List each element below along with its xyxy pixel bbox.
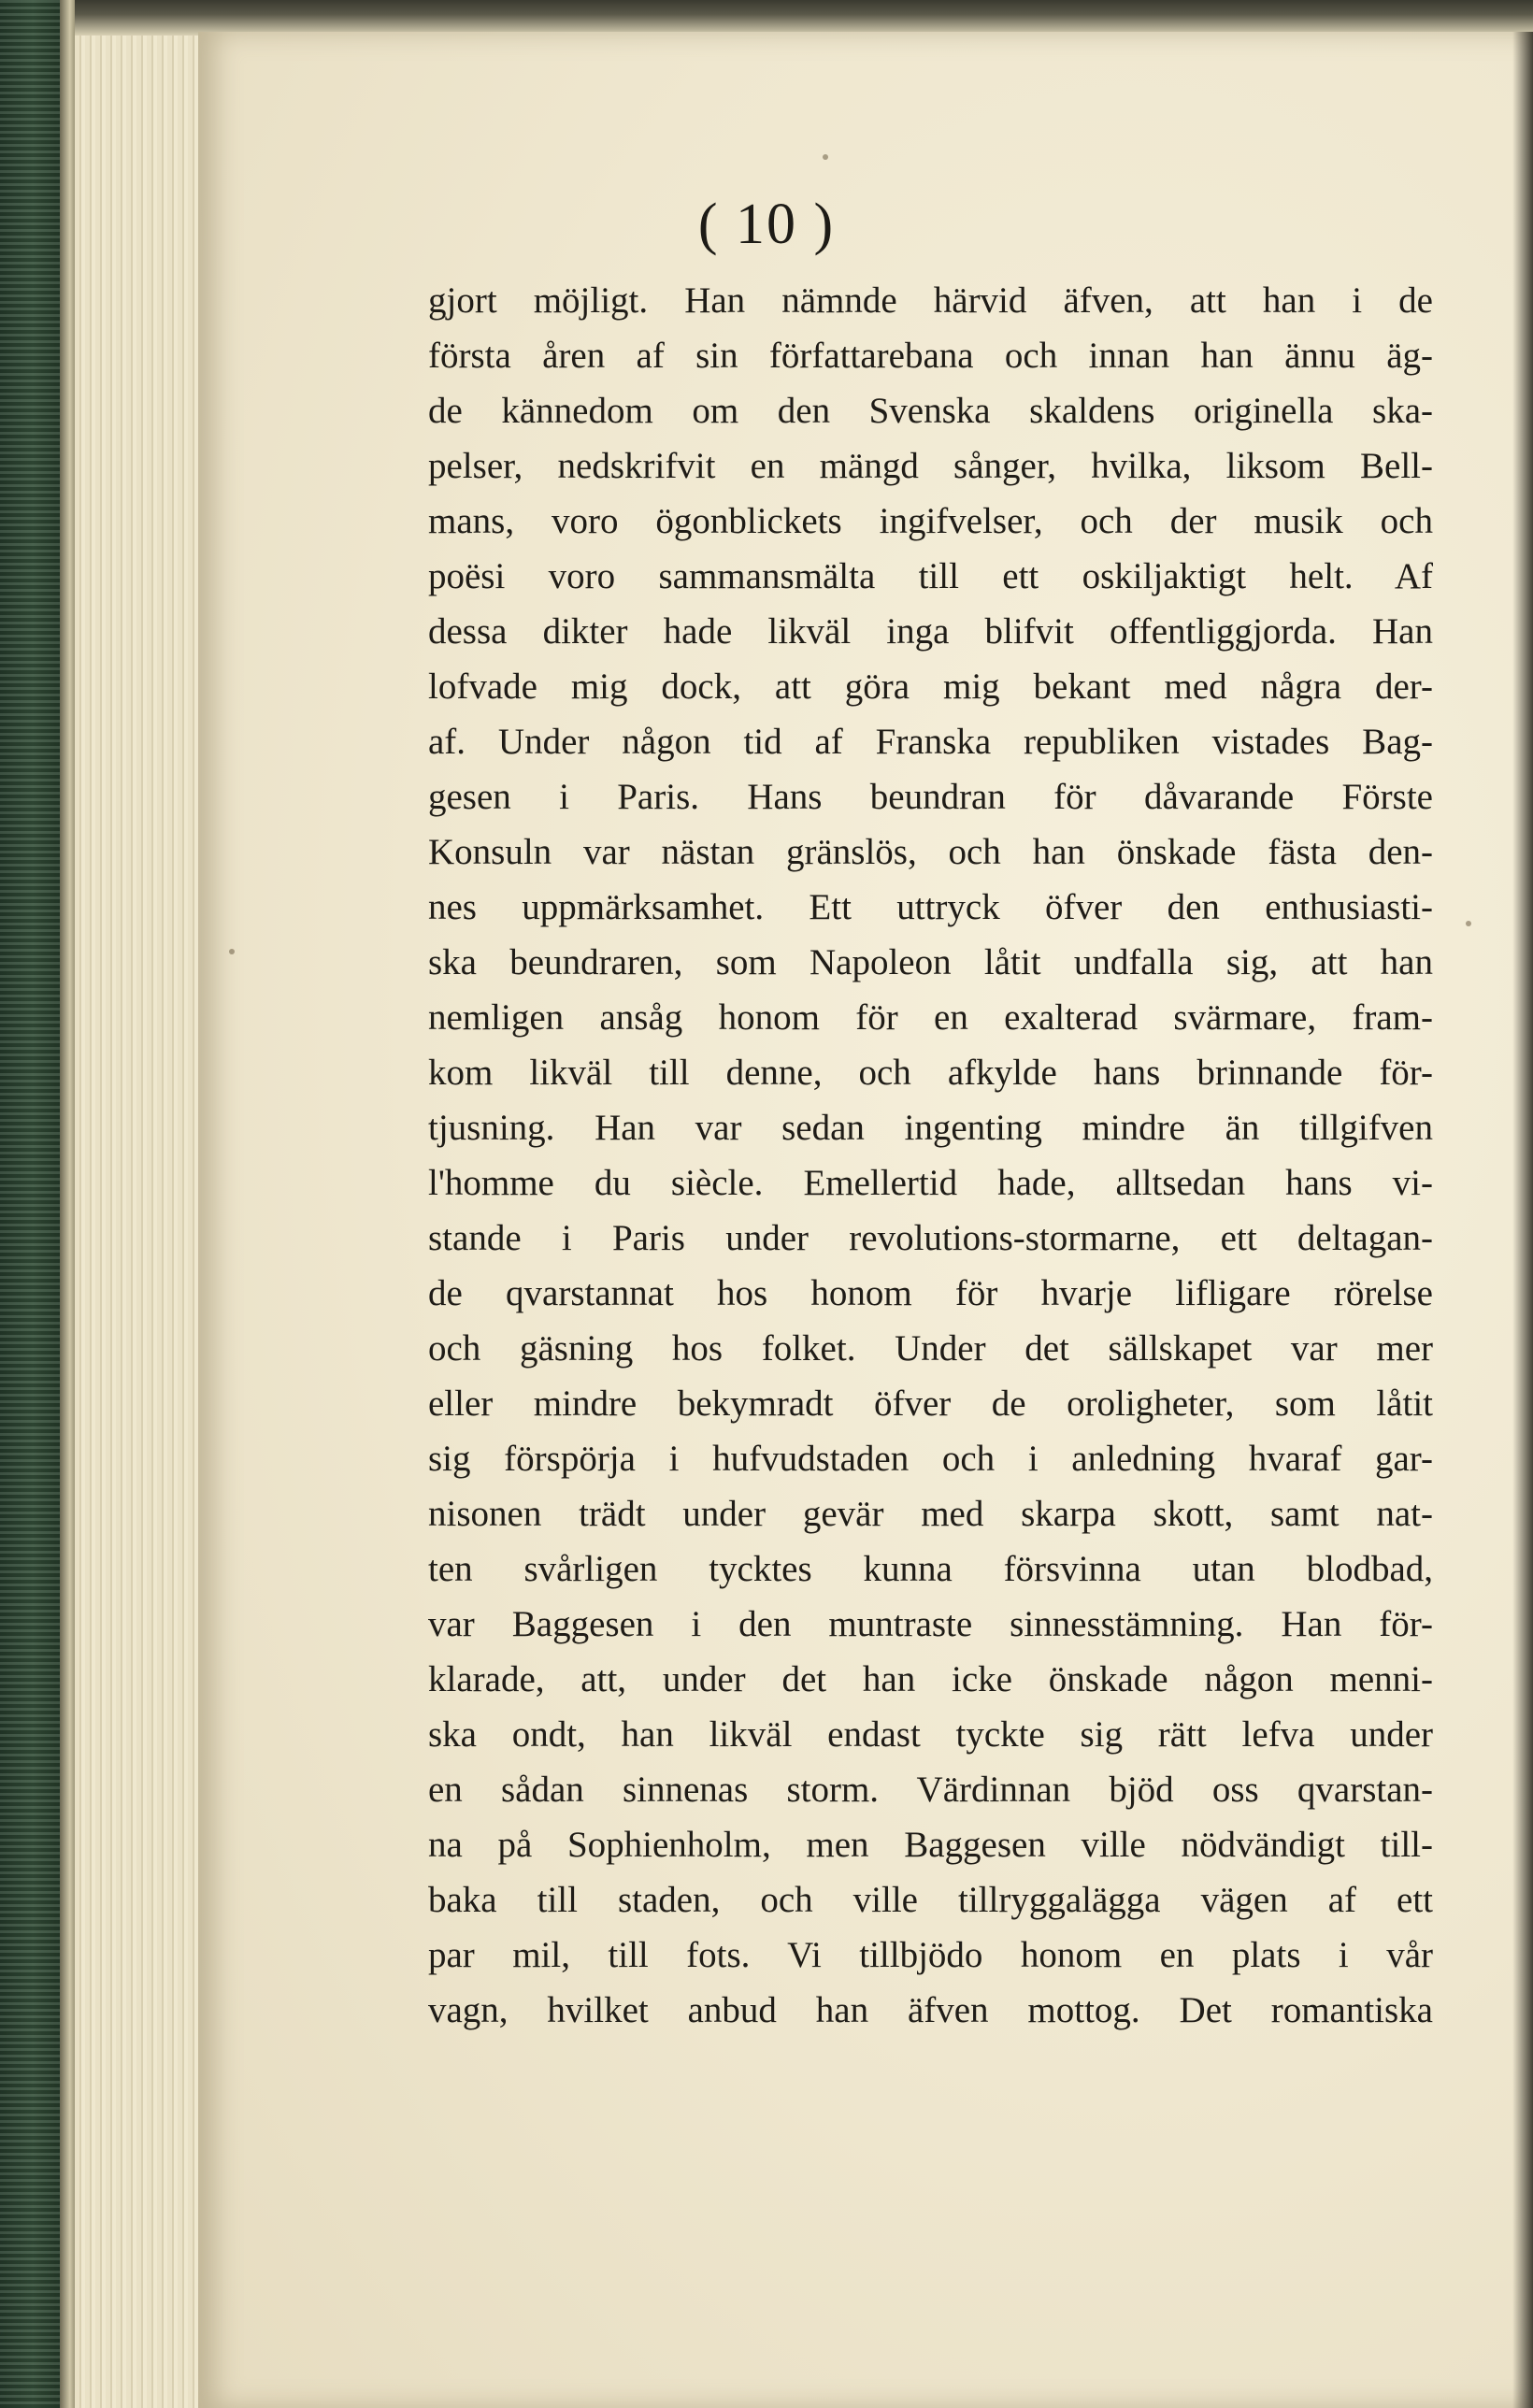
page-stack-edges bbox=[75, 0, 206, 2408]
text-line: stande i Paris under revolutions-stormarne, ett deltagan- bbox=[428, 1218, 1433, 1258]
text-line: första åren af sin författarebana och innan han ännu äg- bbox=[428, 336, 1433, 376]
top-page-edge bbox=[75, 0, 1533, 36]
text-line: af. Under någon tid af Franska republiken vistades Bag- bbox=[428, 722, 1433, 762]
text-line: klarade, att, under det han icke önskade någon menni- bbox=[428, 1659, 1433, 1699]
text-line: gesen i Paris. Hans beundran för dåvarande Förste bbox=[428, 777, 1433, 817]
text-line: baka till staden, och ville tillryggalägga vägen af ett bbox=[428, 1880, 1433, 1920]
text-line: ska ondt, han likväl endast tyckte sig rätt lefva under bbox=[428, 1714, 1433, 1755]
right-edge-shadow bbox=[1512, 32, 1533, 2408]
text-line: eller mindre bekymradt öfver de oroligheter, som låtit bbox=[428, 1383, 1433, 1424]
body-text bbox=[428, 273, 1433, 2038]
text-line: l'homme du siècle. Emellertid hade, alltsedan hans vi- bbox=[428, 1163, 1433, 1203]
text-line: var Baggesen i den muntraste sinnesstämning. Han för- bbox=[428, 1604, 1433, 1644]
text-line: ska beundraren, som Napoleon låtit undfalla sig, att han bbox=[428, 942, 1433, 982]
text-line: de kännedom om den Svenska skaldens originella ska- bbox=[428, 391, 1433, 431]
text-line: dessa dikter hade likväl inga blifvit offentliggjorda. Han bbox=[428, 611, 1433, 652]
text-line: mans, voro ögonblickets ingifvelser, och der musik och bbox=[428, 501, 1433, 541]
text-line: Konsuln var nästan gränslös, och han önskade fästa den- bbox=[428, 832, 1433, 872]
text-line: ten svårligen tycktes kunna försvinna utan blodbad, bbox=[428, 1549, 1433, 1589]
text-line: sig förspörja i hufvudstaden och i anledning hvaraf gar- bbox=[428, 1439, 1433, 1479]
text-line: och gäsning hos folket. Under det sällskapet var mer bbox=[428, 1328, 1433, 1369]
text-line: na på Sophienholm, men Baggesen ville nödvändigt till- bbox=[428, 1825, 1433, 1865]
text-line: vagn, hvilket anbud han äfven mottog. Det romantiska bbox=[428, 1990, 1433, 2030]
text-line: poësi voro sammansmälta till ett oskiljaktigt helt. Af bbox=[428, 556, 1433, 596]
text-line: nisonen trädt under gevär med skarpa skott, samt nat- bbox=[428, 1494, 1433, 1534]
paper-stain bbox=[229, 949, 235, 954]
text-line: de qvarstannat hos honom för hvarje lifligare rörelse bbox=[428, 1273, 1433, 1313]
text-line: par mil, till fots. Vi tillbjödo honom en plats i vår bbox=[428, 1935, 1433, 1975]
text-line: gjort möjligt. Han nämnde härvid äfven, att han i de bbox=[428, 280, 1433, 321]
paper-stain bbox=[823, 154, 828, 160]
text-line: kom likväl till denne, och afkylde hans brinnande för- bbox=[428, 1053, 1433, 1093]
text-line: pelser, nedskrifvit en mängd sånger, hvilka, liksom Bell- bbox=[428, 446, 1433, 486]
paper-stain bbox=[1466, 921, 1471, 926]
text-line: lofvade mig dock, att göra mig bekant med några der- bbox=[428, 666, 1433, 707]
text-line: nes uppmärksamhet. Ett uttryck öfver den enthusiasti- bbox=[428, 887, 1433, 927]
text-line: en sådan sinnenas storm. Värdinnan bjöd oss qvarstan- bbox=[428, 1770, 1433, 1810]
page-number: ( 10 ) bbox=[697, 193, 836, 256]
text-line: tjusning. Han var sedan ingenting mindre än tillgifven bbox=[428, 1108, 1433, 1148]
text-line: nemligen ansåg honom för en exalterad svärmare, fram- bbox=[428, 997, 1433, 1038]
